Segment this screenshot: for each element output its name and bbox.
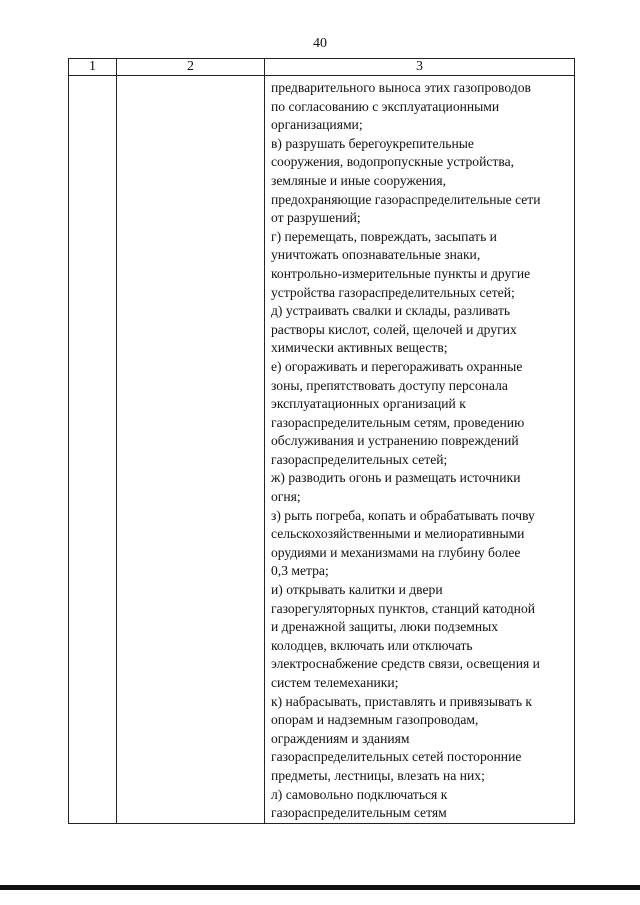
text-line: газораспределительным сетям, проведению — [271, 414, 525, 430]
text-line: предметы, лестницы, влезать на них; — [271, 767, 485, 783]
text-line: предварительного выноса этих газопроводов — [271, 80, 531, 95]
text-line: электроснабжение средств связи, освещения и — [271, 656, 540, 672]
text-line: газорегуляторных пунктов, станций катодной — [271, 600, 536, 616]
text-line: организациями; — [271, 117, 363, 133]
page-number: 40 — [313, 36, 327, 51]
text-line: газораспределительным сетям — [271, 805, 447, 821]
table-row — [69, 76, 575, 824]
text-line: растворы кислот, солей, щелочей и других — [271, 321, 517, 337]
column-header-3: 3 — [265, 59, 575, 76]
column-header-1: 1 — [69, 59, 117, 76]
text-line: обслуживания и устранению повреждений — [271, 433, 519, 449]
text-line: колодцев, включать или отключать — [271, 637, 473, 653]
text-line: л) самовольно подключаться к — [271, 786, 448, 802]
text-line: ограждениям и зданиям — [271, 730, 410, 746]
text-line: земляные и иные сооружения, — [271, 172, 446, 188]
text-line: газораспределительных сетей посторонние — [271, 749, 522, 765]
text-line: д) устраивать свалки и склады, разливать — [271, 303, 511, 319]
text-line: в) разрушать берегоукрепительные — [271, 135, 474, 151]
table-header-row — [69, 59, 575, 76]
text-line: орудиями и механизмами на глубину более — [271, 544, 521, 560]
text-line: уничтожать опознавательные знаки, — [271, 247, 481, 263]
text-line: сооружения, водопропускные устройства, — [271, 154, 515, 170]
text-line: ж) разводить огонь и размещать источники — [271, 470, 521, 486]
text-line: к) набрасывать, приставлять и привязывать к — [271, 693, 533, 709]
text-line: огня; — [271, 489, 301, 505]
text-line: эксплуатационных организаций к — [271, 396, 466, 412]
regulation-table — [68, 58, 575, 824]
cell-column-2 — [117, 76, 265, 824]
text-line: контрольно-измерительные пункты и другие — [271, 265, 531, 281]
text-line: сельскохозяйственными и мелиоративными — [271, 526, 525, 542]
text-line: з) рыть погреба, копать и обрабатывать почву — [271, 507, 535, 523]
text-line: предохраняющие газораспределительные сети — [271, 191, 541, 207]
text-line: от разрушений; — [271, 210, 361, 226]
text-line: г) перемещать, повреждать, засыпать и — [271, 228, 497, 244]
column-3-text — [271, 79, 570, 823]
bottom-rule — [0, 885, 640, 890]
text-line: химически активных веществ; — [271, 340, 448, 356]
text-line: устройства газораспределительных сетей; — [271, 284, 515, 300]
text-line: зоны, препятствовать доступу персонала — [271, 377, 508, 393]
text-line: по согласованию с эксплуатационными — [271, 98, 500, 114]
text-line: 0,3 метра; — [271, 563, 329, 579]
column-header-2: 2 — [117, 59, 265, 76]
text-line: систем телемеханики; — [271, 675, 399, 690]
cell-column-3 — [265, 76, 575, 824]
text-line: и дренажной защиты, люки подземных — [271, 619, 499, 635]
text-line: опорам и надземным газопроводам, — [271, 712, 479, 728]
cell-column-1 — [69, 76, 117, 824]
text-line: е) огораживать и перегораживать охранные — [271, 358, 523, 374]
text-line: газораспределительных сетей; — [271, 451, 448, 467]
text-line: и) открывать калитки и двери — [271, 582, 443, 598]
